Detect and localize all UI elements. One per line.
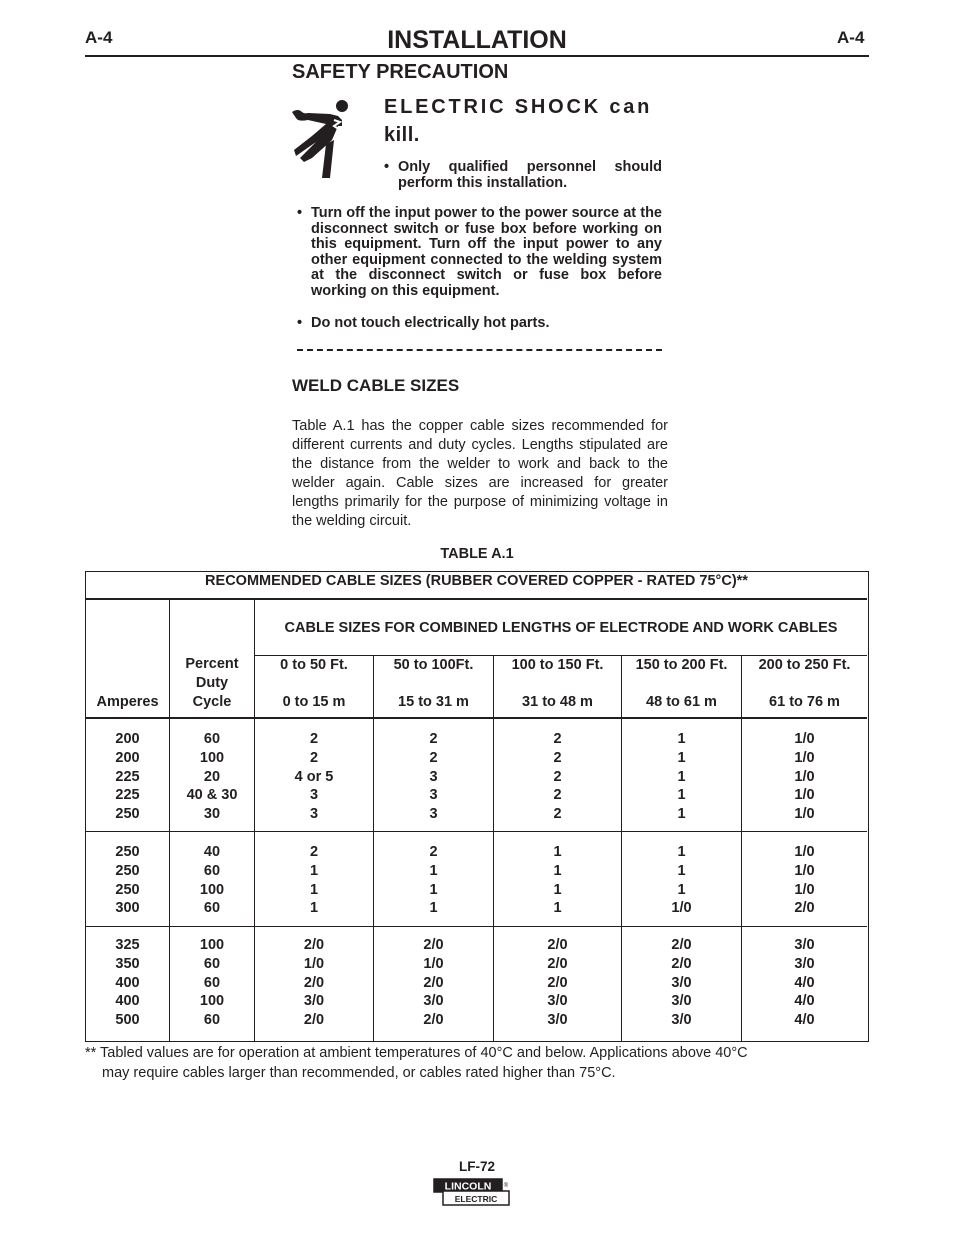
table-cell: 1 [553,862,562,879]
header-line: Cycle [192,693,232,710]
table-cell: 250 [115,862,140,879]
table-cell: 60 [203,731,221,747]
bullet-marker: • [297,315,303,331]
header-page-number-right: A-4 [837,28,865,47]
table-cell: 1 [309,862,319,879]
column-header-amperes: Amperes [96,694,159,710]
table-cell: 1/0 [794,844,815,860]
column-header-meters: 15 to 31 m [398,694,469,710]
page-title: INSTALLATION [387,26,567,54]
table-cell-column [622,843,741,918]
table-cell-column [170,730,254,824]
table-cell: 60 [203,974,221,991]
table-cell: 3/0 [794,937,815,953]
table-cell: 2/0 [423,937,444,953]
table-cell: 250 [115,881,140,898]
column-header-feet: 0 to 50 Ft. [280,657,348,673]
table-cell: 1 [677,768,686,785]
table-cell: 2/0 [423,974,444,991]
table-cell: 3/0 [671,993,692,1010]
table-cell: 2/0 [547,937,568,953]
safety-heading: SAFETY PRECAUTION [292,61,509,83]
table-cell-column [255,843,373,918]
bullet-qualified-personnel [384,160,662,191]
table-cell: 100 [199,993,225,1010]
logo-registered-mark: ® [503,1183,509,1189]
table-cell: 1/0 [794,862,815,879]
bullet-marker: • [297,205,303,221]
table-cell: 2/0 [547,974,568,991]
table-cell: 200 [115,731,140,747]
header-page-number-left: A-4 [85,28,113,47]
table-cell: 20 [203,768,221,785]
bullet-hot-parts [297,316,662,332]
table-cell: 4 or 5 [294,768,334,785]
logo-text-top: LINCOLN [444,1180,492,1193]
electric-shock-warning [384,93,664,149]
table-cell: 1 [309,881,319,898]
header-line: Duty [195,674,229,691]
table-cell: 2 [309,844,319,860]
section-divider [297,349,662,351]
electric-shock-icon [290,100,354,180]
bullet-marker: • [384,159,390,175]
table-cell: 30 [203,806,221,823]
table-cell: 3/0 [423,993,444,1010]
table-cell: 2/0 [303,974,325,991]
column-header-feet: 50 to 100Ft. [393,657,474,673]
lincoln-electric-logo [433,1178,511,1206]
table-cell: 2 [553,787,562,804]
column-header-meters: 31 to 48 m [522,694,593,710]
table-cell-column [86,843,169,918]
table-cell-column [86,936,169,1030]
table-cell-column [170,936,254,1030]
table-cell-column [374,843,493,918]
table-cell: 2/0 [303,1012,325,1029]
table-cell: 1 [553,844,562,860]
table-cell: 3 [429,787,438,804]
table-cell: 2 [429,844,438,860]
table-cell: 300 [115,900,140,917]
table-cell: 2/0 [423,1012,444,1029]
column-header-feet: 200 to 250 Ft. [758,657,851,673]
table-cell: 2/0 [303,937,325,953]
table-cell-column [255,936,373,1030]
cable-size-table [85,571,869,1042]
weld-cable-paragraph: Table A.1 has the copper cable sizes recommended for different currents and duty cycles. Lengths stipulated are the distance from the welder to work and back to the welder again. Cable sizes are increased for greater lengths primarily for the purpose of minimizing voltage in the welding circuit. [292,418,668,529]
table-cell: 1/0 [303,955,325,972]
table-title: RECOMMENDED CABLE SIZES (RUBBER COVERED COPPER - RATED 75°C)** [205,573,748,589]
table-cell-column [742,936,867,1030]
table-cell: 2 [309,731,319,747]
table-cell: 1 [553,900,562,917]
table-cell: 350 [115,955,140,972]
table-cell: 3/0 [303,993,325,1010]
table-cell-column [374,936,493,1030]
table-cell: 4/0 [794,993,815,1010]
table-cell: 2 [429,731,438,747]
logo-text-bottom: ELECTRIC [454,1194,498,1204]
table-cell-column [494,843,621,918]
column-header-meters: 48 to 61 m [646,694,717,710]
table-cell: 100 [199,749,225,766]
table-cell: 1 [677,881,686,898]
bullet-text: Turn off the input power to the power source at the disconnect switch or fuse box before working on this equipment. Turn off the input power to any other equipment connected to the welding system at the disconnect switch or fuse box before working on this equipment. [311,205,662,299]
table-cell: 250 [115,806,140,823]
table-cell-column [494,936,621,1030]
table-cell: 225 [115,768,140,785]
table-cell-column [622,936,741,1030]
column-header-feet: 100 to 150 Ft. [511,657,604,673]
table-cell: 3/0 [794,955,815,972]
footnote-line-2: may require cables larger than recommended, or cables rated higher than 75°C. [102,1064,616,1081]
table-rule [86,598,867,600]
table-cell: 1 [677,806,686,823]
document-id: LF-72 [458,1159,495,1174]
table-cell: 325 [115,937,140,953]
table-cell: 2 [429,749,438,766]
table-cell: 2 [553,731,562,747]
bullet-turn-off-power [297,206,662,300]
table-cell: 1 [553,881,562,898]
table-cell-column [622,730,741,824]
table-cell: 500 [115,1012,140,1029]
column-header-duty-cycle [170,655,254,711]
table-cell: 1/0 [794,881,815,898]
table-cell: 1/0 [794,749,815,766]
table-cell: 1/0 [423,955,444,972]
table-cell: 2 [553,768,562,785]
bullet-text: Only qualified personnel should perform this installation. [398,159,662,191]
table-cell: 200 [115,749,140,766]
table-cell: 60 [203,955,221,972]
table-cell-column [494,730,621,824]
column-header-feet: 150 to 200 Ft. [635,657,728,673]
table-cell: 2 [309,749,319,766]
table-cell: 2 [553,806,562,823]
table-cell: 1/0 [794,806,815,823]
table-cell-column [742,843,867,918]
table-cell: 4/0 [794,1012,815,1029]
table-group-header: CABLE SIZES FOR COMBINED LENGTHS OF ELECTRODE AND WORK CABLES [284,620,838,636]
table-cell: 400 [115,974,140,991]
table-cell: 3/0 [547,993,568,1010]
table-cell: 3 [429,806,438,823]
table-cell: 60 [203,1012,221,1029]
table-cell: 60 [203,862,221,879]
table-cell: 3/0 [547,1012,568,1029]
table-footnote [85,1044,845,1083]
table-cell: 3/0 [671,974,692,991]
table-cell: 4/0 [794,974,815,991]
table-cell: 2/0 [671,937,692,953]
table-cell: 1/0 [794,768,815,785]
column-header-meters: 61 to 76 m [769,694,840,710]
table-cell: 60 [203,900,221,917]
table-cell-column [374,730,493,824]
table-cell: 3 [309,806,319,823]
table-cell: 2/0 [547,955,568,972]
table-cell: 1 [677,749,686,766]
table-cell: 1/0 [794,787,815,804]
column-header-meters: 0 to 15 m [282,694,346,710]
table-cell: 1 [677,844,686,860]
table-cell: 2/0 [671,955,692,972]
table-cell: 40 & 30 [186,787,238,804]
table-cell: 40 [203,844,221,860]
table-caption: TABLE A.1 [440,546,514,562]
table-cell: 100 [199,937,225,953]
table-cell: 2/0 [794,900,815,917]
table-cell: 100 [199,881,225,898]
header-rule [85,55,869,57]
table-rule [86,717,867,719]
warning-line-1: ELECTRIC SHOCK can [384,96,653,118]
table-rule [86,831,867,832]
table-cell: 1 [309,900,319,917]
table-cell: 2 [553,749,562,766]
table-cell: 1/0 [671,900,692,917]
table-cell: 1/0 [794,731,815,747]
table-cell: 1 [429,862,438,879]
footnote-line-1: ** Tabled values are for operation at ambient temperatures of 40°C and below. Applications above 40°C [85,1045,748,1061]
table-cell: 3/0 [671,1012,692,1029]
table-cell: 3 [429,768,438,785]
table-cell: 1 [429,900,438,917]
table-cell: 1 [677,862,686,879]
table-cell: 400 [115,993,140,1010]
table-cell-column [742,730,867,824]
table-cell: 250 [115,844,140,860]
table-cell: 1 [677,787,686,804]
table-cell-column [86,730,169,824]
warning-line-2: kill. [384,124,420,146]
table-cell: 225 [115,787,140,804]
table-cell-column [255,730,373,824]
table-cell: 1 [677,731,686,747]
header-line: Percent [185,656,239,672]
table-cell-column [170,843,254,918]
table-cell: 1 [429,881,438,898]
table-rule [86,926,867,927]
weld-cable-heading: WELD CABLE SIZES [292,376,460,395]
table-cell: 3 [309,787,319,804]
bullet-text: Do not touch electrically hot parts. [311,315,550,331]
